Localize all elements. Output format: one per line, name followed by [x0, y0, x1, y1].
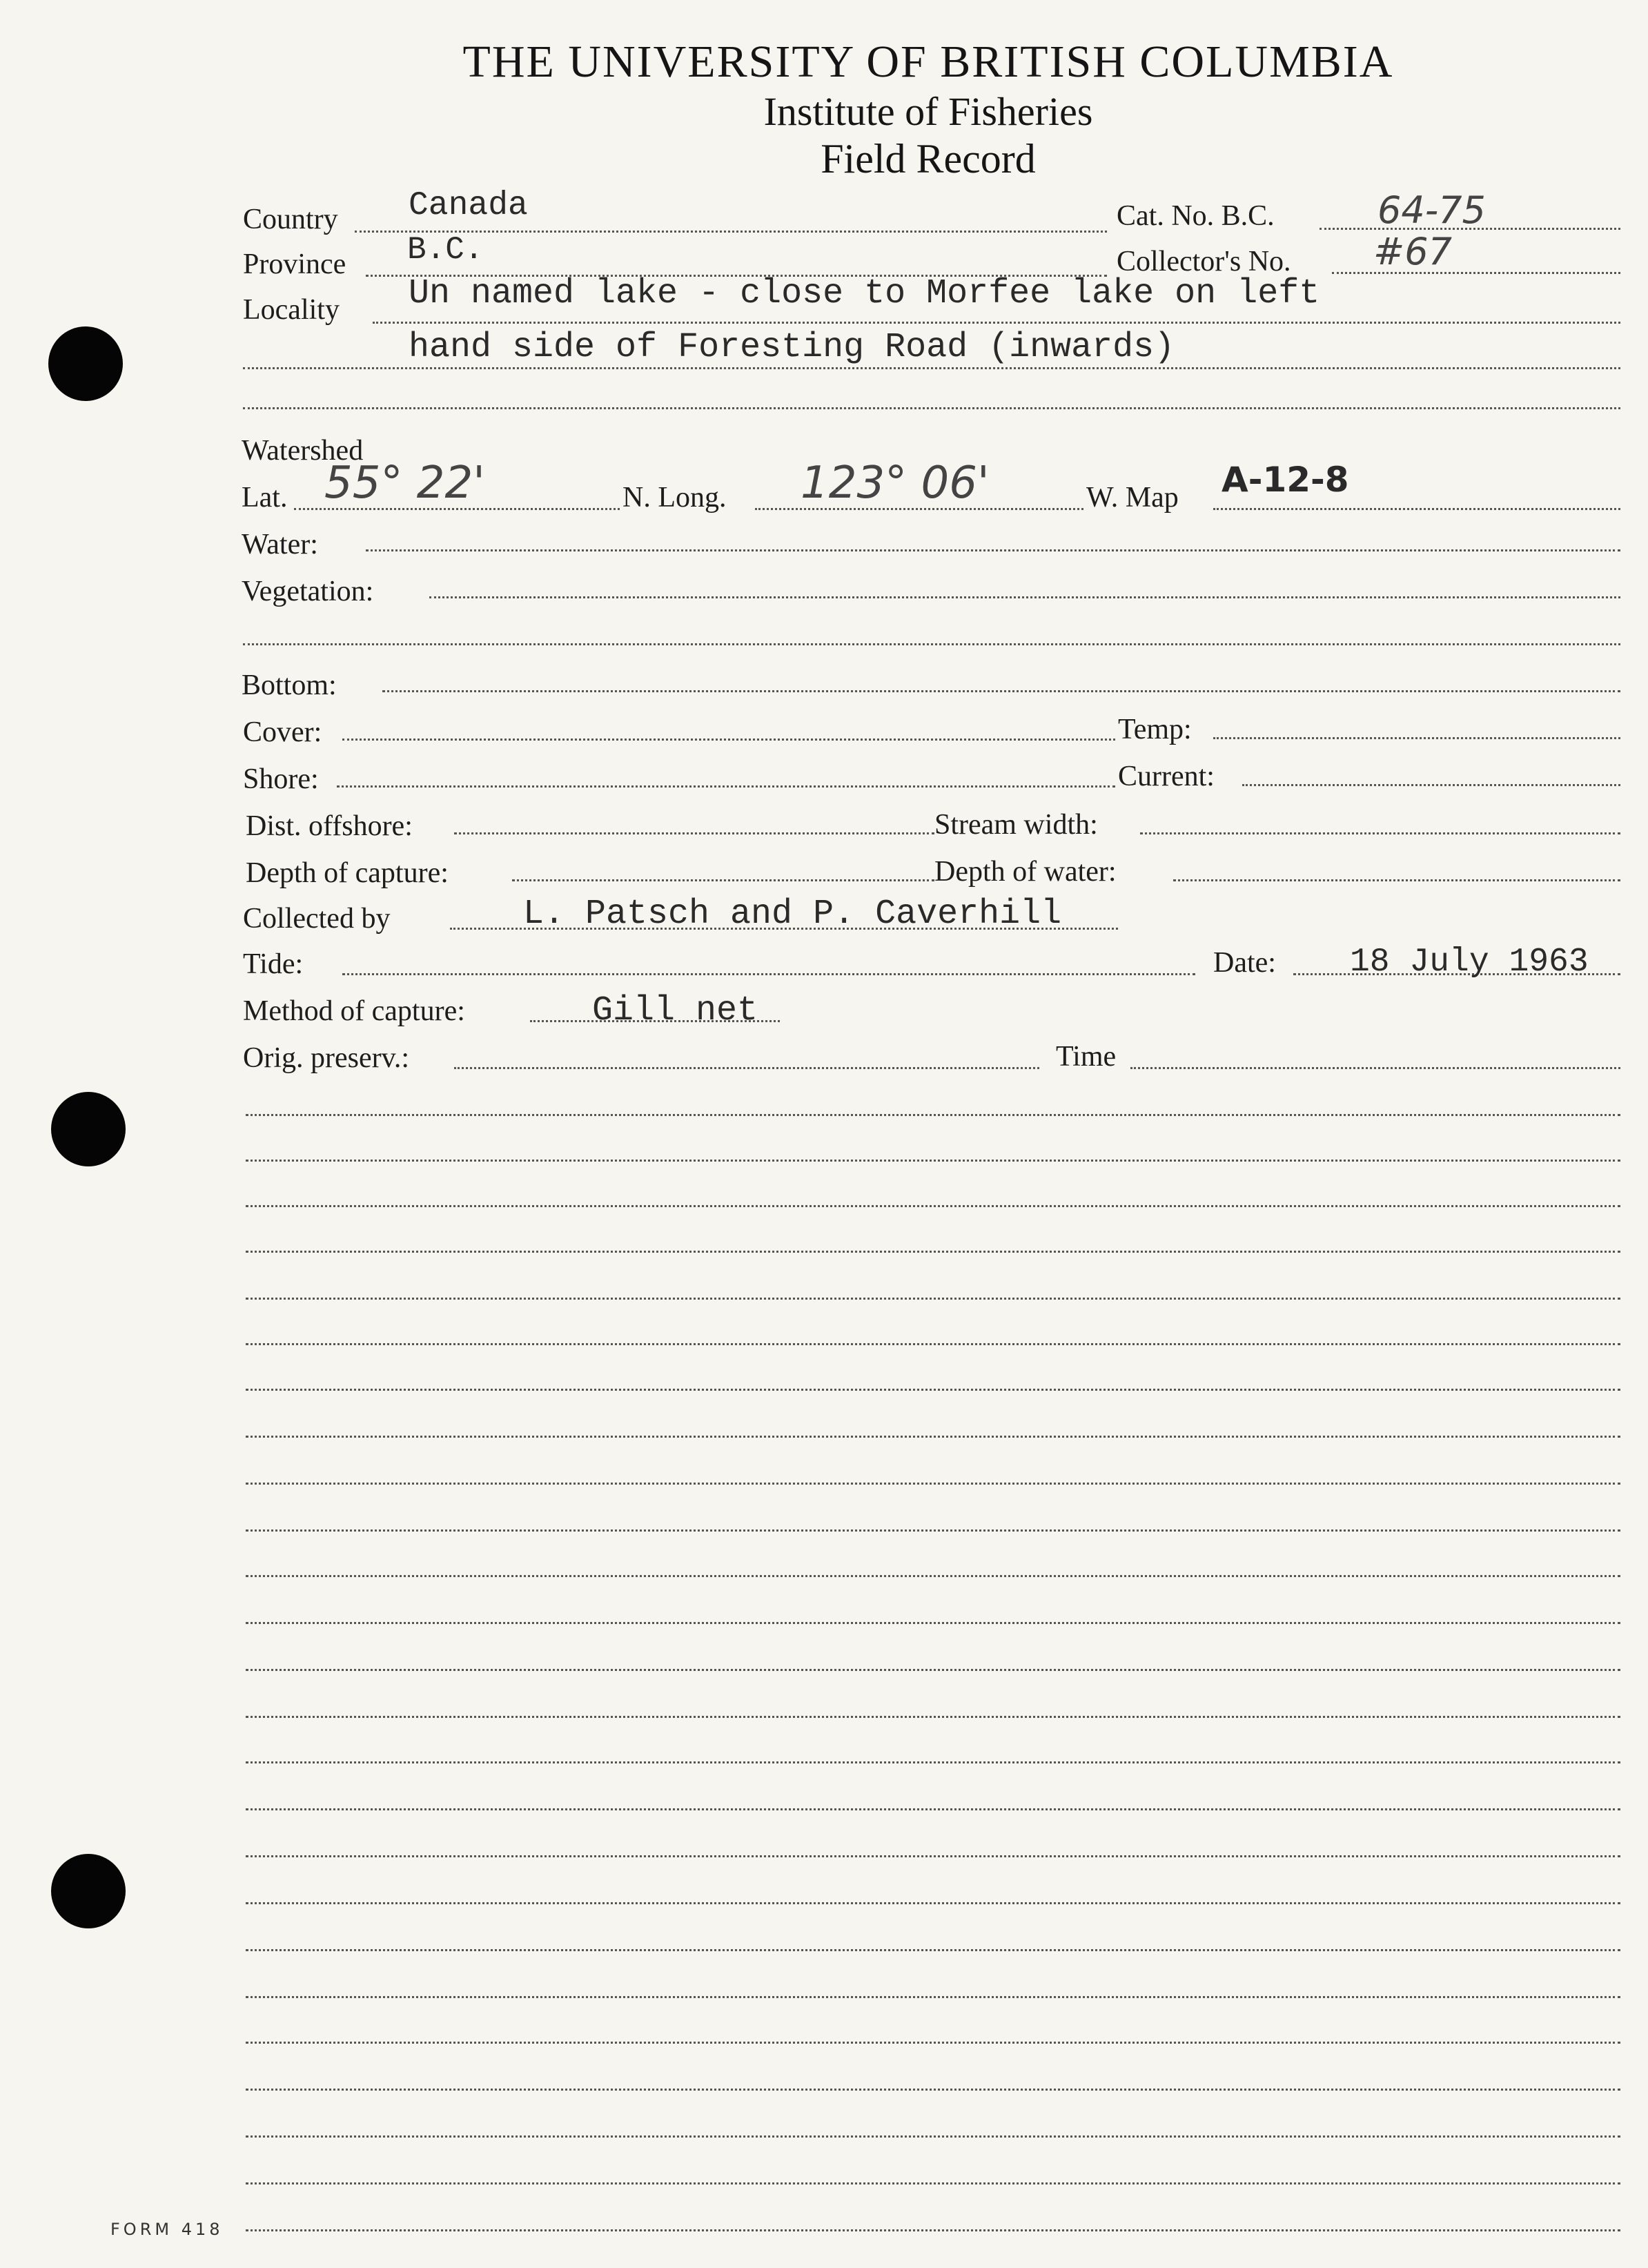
- bottom-line: [382, 690, 1620, 692]
- institute-title: Institute of Fisheries: [763, 89, 1093, 134]
- depth-capture-label: Depth of capture:: [246, 857, 449, 889]
- cover-line: [342, 739, 1115, 741]
- blank-line: [246, 2089, 1620, 2091]
- blank-line: [246, 1298, 1620, 1300]
- blank-line: [246, 1205, 1620, 1207]
- tide-line: [342, 973, 1195, 975]
- blank-line: [246, 1855, 1620, 1857]
- depth-capture-line: [512, 879, 934, 881]
- blank-line: [246, 1575, 1620, 1577]
- method-value[interactable]: Gill net: [592, 991, 758, 1030]
- punch-hole-middle: [51, 1092, 126, 1166]
- method-label: Method of capture:: [243, 995, 465, 1027]
- blank-line: [246, 1160, 1620, 1162]
- vegetation-label: Vegetation:: [242, 576, 374, 607]
- locality-line-3: [243, 407, 1620, 409]
- map-line: [1213, 508, 1620, 510]
- time-label: Time: [1056, 1041, 1117, 1073]
- blank-line: [246, 1436, 1620, 1438]
- dist-offshore-line: [454, 832, 934, 834]
- punch-hole-top: [48, 326, 123, 401]
- blank-line: [246, 2182, 1620, 2184]
- time-line: [1130, 1067, 1620, 1069]
- blank-line: [246, 1761, 1620, 1763]
- cat-no-value[interactable]: 64-75: [1377, 188, 1486, 232]
- collectors-no-value[interactable]: #67: [1373, 230, 1452, 273]
- date-value[interactable]: 18 July 1963: [1350, 944, 1589, 981]
- blank-line: [246, 1902, 1620, 1904]
- collected-by-label: Collected by: [243, 903, 391, 935]
- temp-line: [1213, 737, 1620, 739]
- lat-label: Lat.: [242, 482, 288, 514]
- map-value[interactable]: A-12-8: [1222, 460, 1349, 500]
- form-number: FORM 418: [110, 2220, 224, 2239]
- lat-value[interactable]: 55° 22': [324, 458, 485, 509]
- university-title: THE UNIVERSITY OF BRITISH COLUMBIA: [462, 37, 1394, 87]
- cover-label: Cover:: [243, 716, 322, 748]
- vegetation-line: [429, 596, 1620, 598]
- shore-line: [337, 785, 1115, 788]
- blank-line: [246, 1529, 1620, 1532]
- blank-line: [246, 1389, 1620, 1391]
- locality-line-1: [373, 322, 1620, 324]
- shore-label: Shore:: [243, 763, 319, 795]
- date-label: Date:: [1213, 947, 1276, 979]
- orig-preserv-line: [454, 1067, 1039, 1069]
- vegetation-line-2: [243, 643, 1620, 645]
- locality-value-line2[interactable]: hand side of Foresting Road (inwards): [409, 328, 1175, 367]
- temp-label: Temp:: [1118, 714, 1192, 745]
- country-value[interactable]: Canada: [409, 187, 528, 224]
- blank-line: [246, 2042, 1620, 2044]
- blank-line: [246, 1716, 1620, 1718]
- blank-line: [246, 1251, 1620, 1253]
- blank-line: [246, 1483, 1620, 1485]
- bottom-label: Bottom:: [242, 669, 337, 701]
- country-label: Country: [243, 204, 338, 235]
- orig-preserv-label: Orig. preserv.:: [243, 1042, 410, 1074]
- locality-value-line1[interactable]: Un named lake - close to Morfee lake on left: [409, 274, 1320, 313]
- blank-line: [246, 1622, 1620, 1624]
- record-title: Field Record: [821, 136, 1036, 182]
- locality-line-2: [243, 367, 1620, 369]
- blank-line: [246, 2135, 1620, 2138]
- n-long-label: N. Long.: [622, 482, 727, 514]
- watershed-label: Watershed: [242, 435, 364, 467]
- blank-line: [246, 1114, 1620, 1116]
- province-label: Province: [243, 248, 346, 280]
- depth-water-line: [1173, 879, 1620, 881]
- collected-by-value[interactable]: L. Patsch and P. Caverhill: [523, 895, 1062, 934]
- blank-line: [246, 1996, 1620, 1998]
- w-map-label: W. Map: [1086, 482, 1179, 514]
- long-value[interactable]: 123° 06': [801, 458, 990, 509]
- blank-line: [246, 1949, 1620, 1951]
- locality-label: Locality: [243, 294, 340, 326]
- collectors-no-label: Collector's No.: [1117, 246, 1291, 277]
- stream-width-line: [1140, 832, 1620, 834]
- punch-hole-bottom: [51, 1854, 126, 1928]
- water-line: [366, 549, 1620, 551]
- stream-width-label: Stream width:: [934, 809, 1098, 841]
- water-label: Water:: [242, 529, 318, 560]
- current-line: [1242, 784, 1620, 786]
- cat-no-label: Cat. No. B.C.: [1117, 200, 1275, 232]
- tide-label: Tide:: [243, 948, 304, 980]
- blank-line: [246, 1343, 1620, 1345]
- blank-line: [246, 1808, 1620, 1810]
- blank-line: [246, 1669, 1620, 1671]
- province-value[interactable]: B.C.: [407, 232, 484, 268]
- dist-offshore-label: Dist. offshore:: [246, 810, 413, 842]
- current-label: Current:: [1118, 761, 1215, 792]
- blank-line: [246, 2229, 1620, 2231]
- depth-water-label: Depth of water:: [934, 856, 1117, 888]
